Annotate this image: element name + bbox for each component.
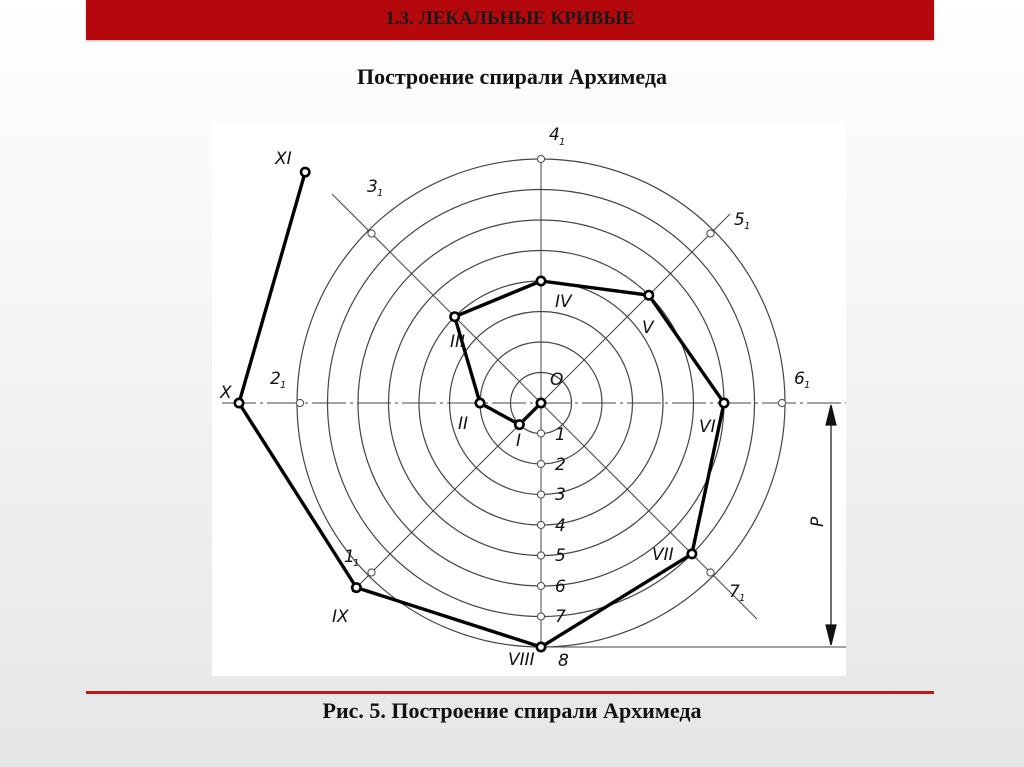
point-vi xyxy=(720,399,728,407)
point-v xyxy=(645,291,653,299)
label-pitch-p: P xyxy=(808,516,828,527)
label-circle-2-sub: 1 xyxy=(280,380,287,391)
division-point-4 xyxy=(537,521,544,528)
division-point-3 xyxy=(537,491,544,498)
pitch-arrow-top xyxy=(826,405,836,425)
label-division-7: 7 xyxy=(555,607,566,627)
point-iii xyxy=(451,313,459,321)
caption-divider xyxy=(86,691,934,694)
figure-caption: Рис. 5. Построение спирали Архимеда xyxy=(322,698,702,723)
label-spiral-xi: XI xyxy=(275,149,292,169)
label-spiral-vii: VII xyxy=(652,545,674,565)
point-x xyxy=(235,399,243,407)
label-circle-7: 7 xyxy=(729,582,740,602)
point-o xyxy=(537,399,545,407)
division-point-7 xyxy=(537,613,544,620)
circle-point-3-1 xyxy=(368,230,375,237)
label-division-2: 2 xyxy=(555,455,566,475)
section-header-bar xyxy=(86,0,934,40)
division-point-2 xyxy=(537,460,544,467)
label-spiral-i: I xyxy=(516,431,522,451)
label-spiral-viii: VIII xyxy=(508,650,535,670)
circle-point-6-1 xyxy=(778,399,785,406)
label-circle-6: 6 xyxy=(794,369,805,389)
label-spiral-iv: IV xyxy=(555,292,572,312)
point-viii xyxy=(537,643,545,651)
point-iv xyxy=(537,277,545,285)
label-circle-4: 4 xyxy=(549,125,560,145)
point-xi xyxy=(301,168,309,176)
diagram-canvas xyxy=(212,122,846,676)
circle-point-7-1 xyxy=(707,569,714,576)
label-spiral-ix: IX xyxy=(332,607,349,627)
division-point-1 xyxy=(537,430,544,437)
label-spiral-v: V xyxy=(642,318,654,338)
point-ii xyxy=(476,399,484,407)
pitch-arrow-bottom xyxy=(826,625,836,645)
label-division-8: 8 xyxy=(558,651,569,671)
radial-lines xyxy=(222,159,846,652)
archimedes-spiral-diagram xyxy=(212,122,846,676)
label-spiral-ii: II xyxy=(458,414,469,434)
circle-point-1-1 xyxy=(368,569,375,576)
label-spiral-vi: VI xyxy=(699,417,716,437)
label-division-1: 1 xyxy=(555,425,566,445)
circle-point-5-1 xyxy=(707,230,714,237)
label-circle-1-sub: 1 xyxy=(353,558,360,569)
label-circle-7-sub: 1 xyxy=(739,593,746,604)
point-ix xyxy=(352,583,360,591)
label-division-3: 3 xyxy=(555,485,566,505)
label-spiral-x: X xyxy=(220,383,232,403)
label-circle-6-sub: 1 xyxy=(804,380,811,391)
point-i xyxy=(515,420,523,428)
label-circle-3: 3 xyxy=(367,177,378,197)
label-center-o: O xyxy=(550,370,564,390)
label-circle-5-sub: 1 xyxy=(744,221,751,232)
label-circle-1: 1 xyxy=(344,547,355,567)
division-point-5 xyxy=(537,552,544,559)
slide-subtitle: Построение спирали Архимеда xyxy=(356,64,668,89)
label-circle-3-sub: 1 xyxy=(377,188,384,199)
circle-point-2-1 xyxy=(296,399,303,406)
label-spiral-iii: III xyxy=(450,332,466,352)
label-circle-2: 2 xyxy=(270,369,281,389)
label-circle-4-sub: 1 xyxy=(559,137,566,148)
section-title: 1.3. ЛЕКАЛЬНЫЕ КРИВЫЕ xyxy=(385,8,635,29)
label-division-5: 5 xyxy=(555,546,566,566)
circle-point-4-1 xyxy=(537,155,544,162)
division-point-6 xyxy=(537,582,544,589)
circle-point-labels xyxy=(270,125,810,604)
label-division-6: 6 xyxy=(555,577,566,597)
point-vii xyxy=(688,550,696,558)
label-division-4: 4 xyxy=(555,516,566,536)
label-circle-5: 5 xyxy=(734,210,745,230)
